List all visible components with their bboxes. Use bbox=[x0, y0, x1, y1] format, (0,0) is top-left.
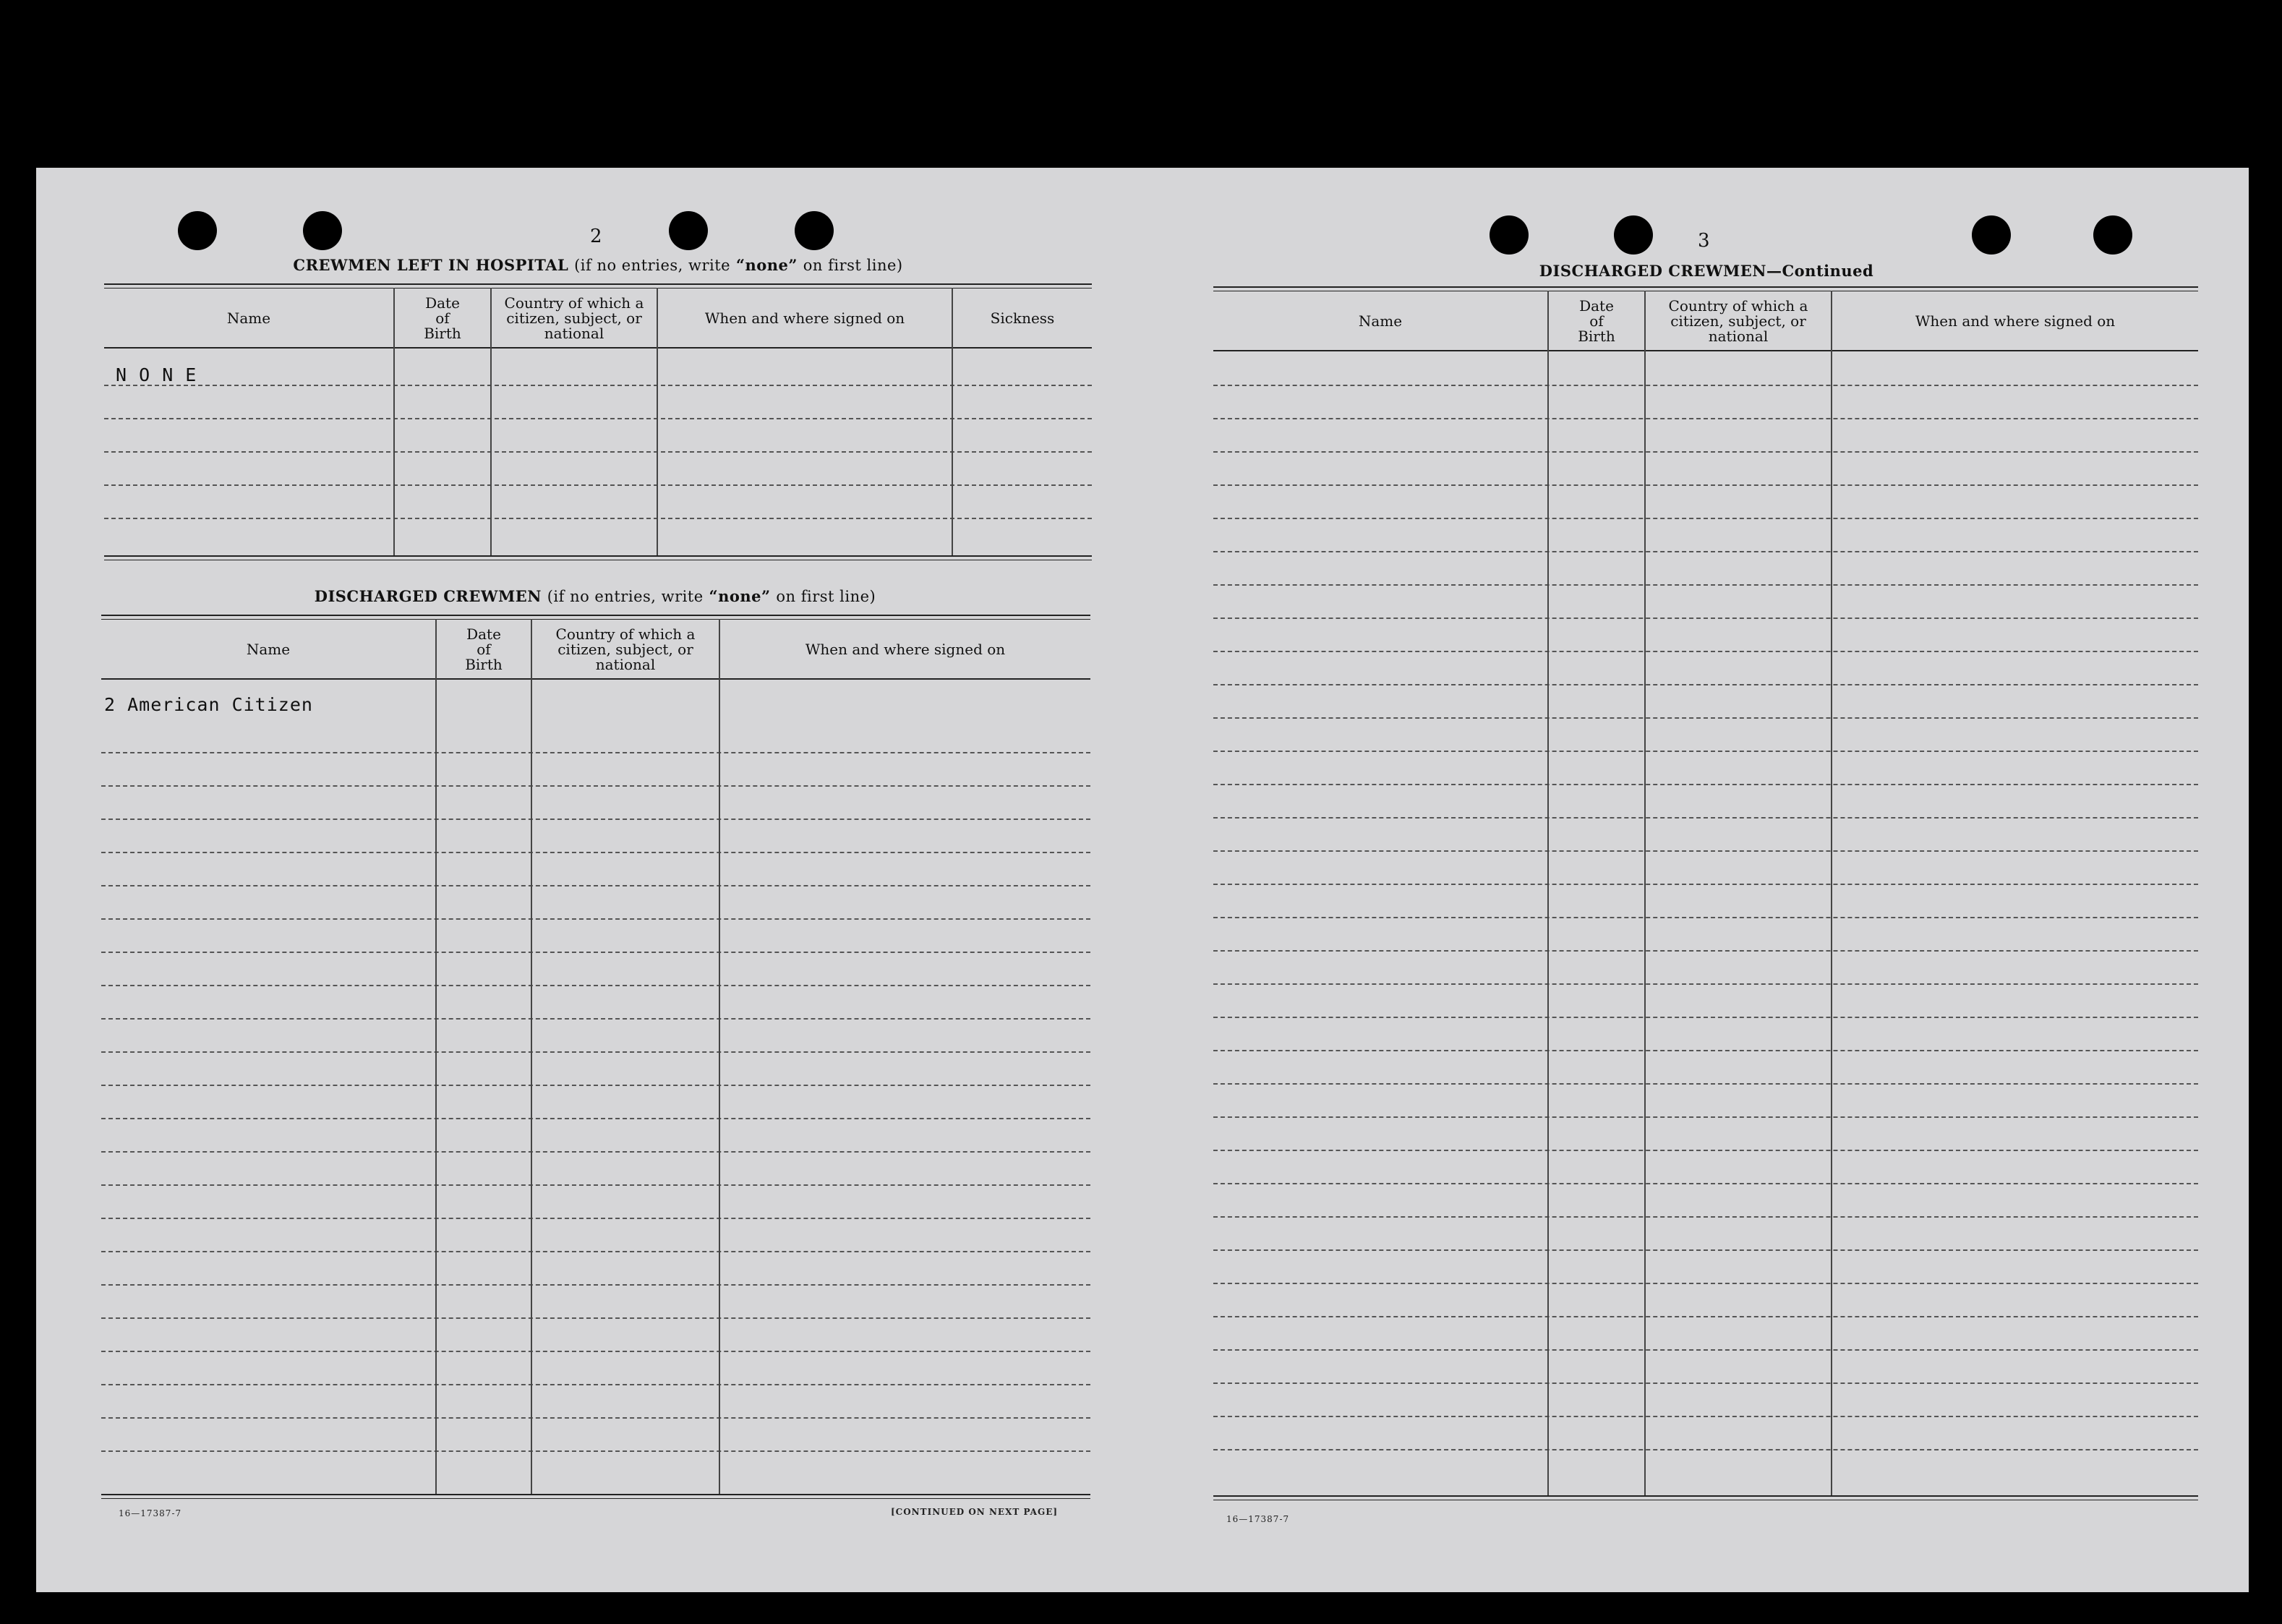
header-name: Name bbox=[1358, 312, 1403, 330]
header-date-of-birth: Date of Birth bbox=[465, 625, 503, 673]
discharged-table bbox=[101, 615, 1090, 1503]
page-number-left: 2 bbox=[590, 226, 602, 247]
continued-note: [CONTINUED ON NEXT PAGE] bbox=[891, 1507, 1059, 1517]
hospital-table bbox=[104, 283, 1092, 564]
header-date-of-birth: Date of Birth bbox=[1578, 296, 1615, 345]
punch-hole bbox=[795, 211, 834, 250]
punch-hole bbox=[1490, 215, 1529, 255]
punch-hole bbox=[1614, 215, 1653, 255]
header-country: Country of which a citizen, subject, or national bbox=[504, 294, 644, 342]
punch-hole bbox=[303, 211, 342, 250]
page-number-right: 3 bbox=[1698, 230, 1710, 252]
punch-hole bbox=[2093, 215, 2132, 255]
hospital-section-title: CREWMEN LEFT IN HOSPITAL (if no entries, write “none” on first line) bbox=[293, 256, 903, 274]
header-sickness: Sickness bbox=[990, 309, 1055, 327]
punch-hole bbox=[669, 211, 708, 250]
punch-hole bbox=[178, 211, 217, 250]
form-number-right: 16—17387-7 bbox=[1226, 1514, 1290, 1524]
discharged-continued-table bbox=[1213, 286, 2198, 1507]
header-date-of-birth: Date of Birth bbox=[424, 294, 461, 342]
header-name: Name bbox=[226, 309, 271, 327]
header-signed-on: When and where signed on bbox=[704, 309, 905, 327]
hospital-entry-none: N O N E bbox=[116, 364, 197, 385]
header-name: Name bbox=[246, 640, 291, 658]
header-country: Country of which a citizen, subject, or national bbox=[555, 625, 696, 673]
discharged-continued-title: DISCHARGED CREWMEN—Continued bbox=[1539, 262, 1874, 280]
discharged-entry: 2 American Citizen bbox=[104, 694, 313, 715]
form-number-left: 16—17387-7 bbox=[119, 1508, 182, 1518]
discharged-section-title: DISCHARGED CREWMEN (if no entries, write “none” on first line) bbox=[314, 587, 876, 605]
header-signed-on: When and where signed on bbox=[1915, 312, 2116, 330]
header-signed-on: When and where signed on bbox=[805, 640, 1006, 658]
punch-hole bbox=[1972, 215, 2011, 255]
header-country: Country of which a citizen, subject, or national bbox=[1668, 296, 1808, 345]
